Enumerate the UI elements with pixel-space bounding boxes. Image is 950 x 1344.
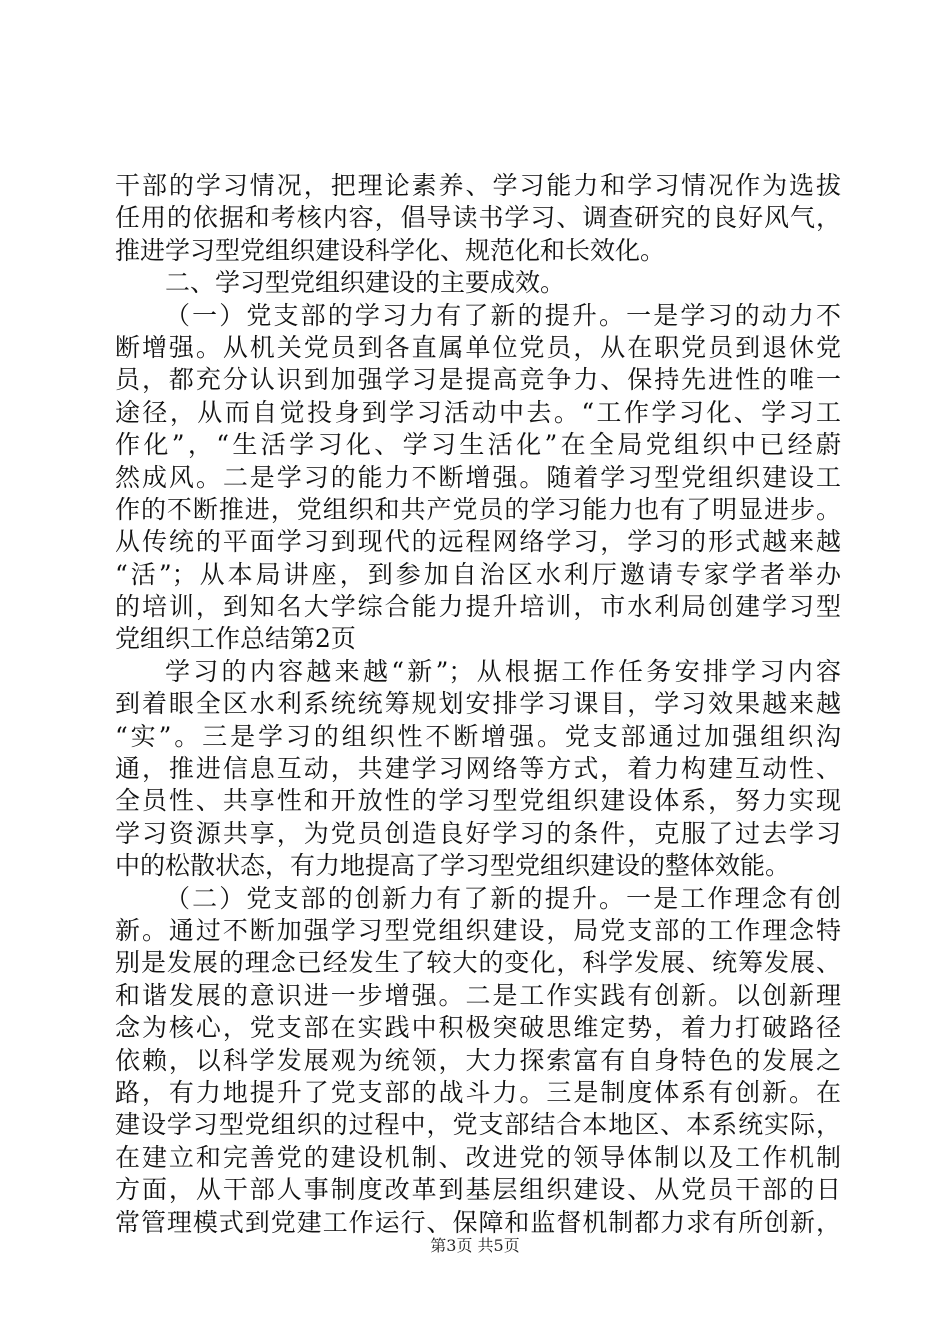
- text-line: 方面，从干部人事制度改革到基层组织建设、从党员干部的日: [115, 1175, 841, 1205]
- text-line: 任用的依据和考核内容，倡导读书学习、调查研究的良好风气，: [115, 203, 841, 233]
- text-line: 到着眼全区水利系统统筹规划安排学习课目，学习效果越来越: [115, 689, 841, 719]
- text-line: 的培训，到知名大学综合能力提升培训，市水利局创建学习型: [115, 592, 841, 622]
- text-line: 党组织工作总结第2页: [115, 624, 356, 654]
- text-line: 常管理模式到党建工作运行、保障和监督机制都力求有所创新，: [115, 1207, 841, 1237]
- document-body: [115, 170, 841, 1239]
- text-line: 别是发展的理念已经发生了较大的变化，科学发展、统筹发展、: [115, 948, 841, 978]
- page-footer: 第3页 共5页: [430, 1236, 520, 1255]
- text-line: 新。通过不断加强学习型党组织建设，局党支部的工作理念特: [115, 915, 841, 945]
- text-line: “实”。三是学习的组织性不断增强。党支部通过加强组织沟: [115, 721, 841, 751]
- text-line: 作化”，“生活学习化、学习生活化”在全局党组织中已经蔚: [115, 430, 841, 460]
- text-line: 路，有力地提升了党支部的战斗力。三是制度体系有创新。在: [115, 1077, 841, 1107]
- text-line: 和谐发展的意识进一步增强。二是工作实践有创新。以创新理: [115, 980, 841, 1010]
- text-line: 途径，从而自觉投身到学习活动中去。“工作学习化、学习工: [115, 397, 841, 427]
- text-line: 断增强。从机关党员到各直属单位党员，从在职党员到退休党: [115, 332, 841, 362]
- text-line: （一）党支部的学习力有了新的提升。一是学习的动力不: [165, 300, 841, 330]
- text-line: （二）党支部的创新力有了新的提升。一是工作理念有创: [165, 883, 841, 913]
- text-line: 学习的内容越来越“新”；从根据工作任务安排学习内容: [165, 656, 841, 686]
- text-line: 通，推进信息互动，共建学习网络等方式，着力构建互动性、: [115, 754, 841, 784]
- text-line: 从传统的平面学习到现代的远程网络学习，学习的形式越来越: [115, 527, 841, 557]
- section-heading: 二、学习型党组织建设的主要成效。: [165, 268, 566, 298]
- text-line: 在建立和完善党的建设机制、改进党的领导体制以及工作机制: [115, 1142, 841, 1172]
- text-line: “活”；从本局讲座，到参加自治区水利厅邀请专家学者举办: [115, 559, 841, 589]
- text-line: 全员性、共享性和开放性的学习型党组织建设体系，努力实现: [115, 786, 841, 816]
- text-line: 员，都充分认识到加强学习是提高竞争力、保持先进性的唯一: [115, 365, 841, 395]
- text-line: 学习资源共享，为党员创造良好学习的条件，克服了过去学习: [115, 818, 841, 848]
- text-line: 依赖，以科学发展观为统领，大力探索富有自身特色的发展之: [115, 1045, 841, 1075]
- text-line: 建设学习型党组织的过程中，党支部结合本地区、本系统实际，: [115, 1110, 841, 1140]
- text-line: 干部的学习情况，把理论素养、学习能力和学习情况作为选拔: [115, 171, 841, 200]
- text-line: 推进学习型党组织建设科学化、规范化和长效化。: [115, 235, 666, 265]
- text-line: 念为核心，党支部在实践中积极突破思维定势，着力打破路径: [115, 1013, 841, 1043]
- text-line: 中的松散状态，有力地提高了学习型党组织建设的整体效能。: [115, 851, 791, 881]
- text-line: 然成风。二是学习的能力不断增强。随着学习型党组织建设工: [115, 462, 841, 492]
- text-line: 作的不断推进，党组织和共产党员的学习能力也有了明显进步。: [115, 494, 841, 524]
